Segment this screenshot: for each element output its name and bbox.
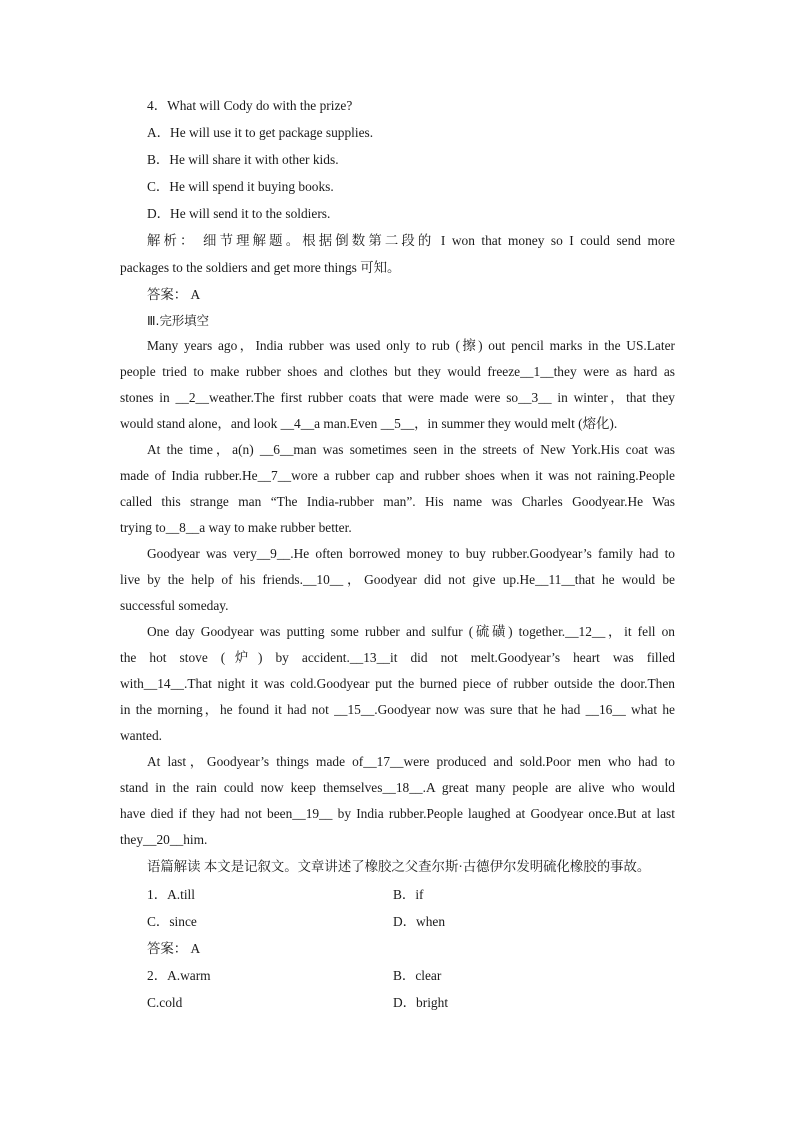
passage-line: wanted. — [120, 728, 163, 743]
passage-line: stand in the rain could now keep themselves__18__.A great many people are alive who would — [120, 780, 675, 795]
section-title: Ⅲ.完形填空 — [147, 313, 210, 328]
question-1-row-2 — [120, 908, 675, 935]
analysis-line-1: 解析： 细节理解题。根据倒数第二段的 I won that money so I could send more — [147, 233, 675, 248]
question-1-row-1 — [120, 881, 675, 908]
passage-line: would stand alone，and look __4__a man.Even __5__，in summer they would melt (熔化). — [120, 416, 618, 431]
passage-line: One day Goodyear was putting some rubber and sulfur (硫磺) together.__12__，it fell on — [147, 624, 675, 639]
analysis-line-2: packages to the soldiers and get more things 可知。 — [120, 260, 401, 275]
passage-line: with__14__.That night it was cold.Goodyear put the burned piece of rubber outside the door.Then — [120, 676, 675, 691]
q2-option-b: B．clear — [393, 968, 442, 983]
q2-option-a: 2．A.warm — [147, 968, 211, 983]
passage-line: At the time，a(n) __6__man was sometimes seen in the streets of New York.His coat was — [147, 442, 675, 457]
passage-line: the hot stove (炉) by accident.__13__it did not melt.Goodyear’s heart was filled — [120, 650, 675, 665]
passage-line: called this strange man “The India-rubber man”. His name was Charles Goodyear.He Was — [120, 494, 675, 509]
question-2-row-1 — [120, 962, 675, 989]
passage-line: Many years ago，India rubber was used only to rub (擦) out pencil marks in the US.Later — [147, 338, 675, 353]
q2-option-d: D．bright — [393, 995, 449, 1010]
passage-line: people tried to make rubber shoes and clothes but they would freeze__1__they were as hard as — [120, 364, 675, 379]
passage-summary: 语篇解读 本文是记叙文。文章讲述了橡胶之父查尔斯·古德伊尔发明硫化橡胶的事故。 — [147, 859, 651, 874]
cloze-passage — [120, 333, 675, 853]
q1-option-b: B．if — [393, 887, 424, 902]
q1-option-a: 1．A.till — [147, 887, 195, 902]
passage-line: made of India rubber.He__7__wore a rubber cap and rubber shoes when it was not raining.People — [120, 468, 675, 483]
option-d: D．He will send it to the soldiers. — [147, 206, 331, 221]
passage-line: have died if they had not been__19__ by India rubber.People laughed at Goodyear once.But at last — [120, 806, 675, 821]
passage-line: At last，Goodyear’s things made of__17__were produced and sold.Poor men who had to — [147, 754, 675, 769]
passage-line: successful someday. — [120, 598, 229, 613]
option-b: B．He will share it with other kids. — [147, 152, 339, 167]
question-4-text: 4．What will Cody do with the prize? — [147, 98, 353, 113]
q2-option-c: C.cold — [147, 995, 183, 1010]
question-2-row-2 — [120, 989, 675, 1016]
option-a: A．He will use it to get package supplies. — [147, 125, 374, 140]
answer-q4: 答案： A — [147, 287, 201, 302]
option-c: C．He will spend it buying books. — [147, 179, 334, 194]
passage-line: live by the help of his friends.__10__，Goodyear did not give up.He__11__that he would be — [120, 572, 675, 587]
document-page — [120, 92, 675, 1016]
passage-line: in the morning，he found it had not __15__.Goodyear now was sure that he had __16__ what he — [120, 702, 675, 717]
q1-option-d: D．when — [393, 914, 446, 929]
passage-line: stones in __2__weather.The first rubber coats that were made were so__3__ in winter，that they — [120, 390, 675, 405]
q1-option-c: C．since — [147, 914, 197, 929]
passage-line: they__20__him. — [120, 832, 208, 847]
passage-line: Goodyear was very__9__.He often borrowed money to buy rubber.Goodyear’s family had to — [147, 546, 675, 561]
answer-q1: 答案： A — [147, 941, 201, 956]
passage-line: trying to__8__a way to make rubber better. — [120, 520, 352, 535]
